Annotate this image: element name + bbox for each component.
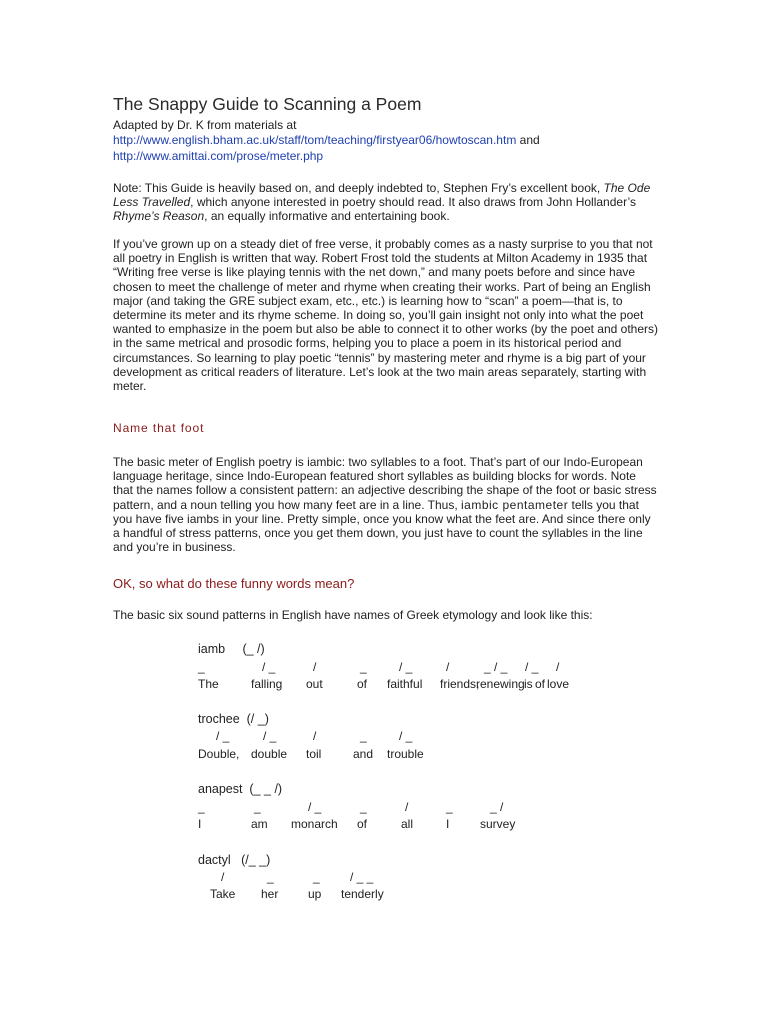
scanned-word: renewing xyxy=(476,677,525,691)
scanned-word: I xyxy=(446,817,450,831)
scanned-word: her xyxy=(261,887,279,901)
stress-mark: _ xyxy=(360,800,367,814)
stress-mark: / xyxy=(405,800,409,814)
stress-mark: _ xyxy=(360,660,367,674)
scanned-word: falling xyxy=(251,677,283,691)
stress-mark: _ xyxy=(446,800,453,814)
scanned-word: friends, xyxy=(440,677,480,691)
and-text: and xyxy=(516,133,540,147)
keyword-iambic-pentameter: iambic pentameter xyxy=(461,497,569,512)
scanned-word: monarch xyxy=(291,817,338,831)
scanned-word: out xyxy=(306,677,323,691)
stress-mark: / xyxy=(446,660,450,674)
scanned-word: Take xyxy=(210,887,236,901)
stress-mark: / xyxy=(221,870,225,884)
heading-name-that-foot: Name that foot xyxy=(113,421,205,435)
iambic-text-2: tells you that you have five iambs in your line. Pretty simple, once you know what the feet are. And since there only a handful of stress patterns, once you get them down, you just have to count the syllables in the line and you’re in business. xyxy=(113,497,651,555)
scanned-word: double xyxy=(251,747,288,761)
stress-mark: / _ xyxy=(399,729,413,743)
meter-name-iamb: iamb (_ /) xyxy=(198,642,265,656)
note-text-3: , an equally informative and entertaining book. xyxy=(204,209,450,224)
note-paragraph xyxy=(113,181,658,224)
meter-name-anapest: anapest (_ _ /) xyxy=(198,782,283,796)
book-title-rhyme: Rhyme’s Reason xyxy=(113,209,205,224)
scanned-word: tenderly xyxy=(341,887,384,901)
source-links-line-2 xyxy=(113,149,323,163)
stress-mark: / _ xyxy=(399,660,413,674)
scanned-word: all xyxy=(401,817,414,831)
stress-mark: _ xyxy=(198,800,205,814)
scanned-word: The xyxy=(198,677,219,691)
iambic-paragraph xyxy=(113,455,658,554)
scanned-word: of xyxy=(357,817,368,831)
stress-mark: _ xyxy=(267,870,274,884)
note-text-2: , which anyone interested in poetry should read. It also draws from John Hollander’s xyxy=(190,195,636,210)
intro-paragraph: If you’ve grown up on a steady diet of free verse, it probably comes as a nasty surprise to you that not all poetry in English is written that way. Robert Frost told the students at Milton Academy in 1935 that “Writing free verse is like playing tennis with the net down,” and many poets before and since have chosen to meet the challenge of meter and rhyme when creating their works. Part of being an English major (and taking the GRE subject exam, etc., etc.) is learning how to “scan” a poem—that is, to determine its meter and its rhyme scheme. In doing so, you’ll gain insight not only into what the poet wanted to emphasize in the poem but also be able to connect it to other works (by the poet and others) in the same metrical and prosodic forms, helping you to place a poem in its historical period and circumstances. So learning to play poetic “tennis” by mastering meter and rhyme is a big part of your development as critical readers of literature. Let’s look at the two main areas separately, starting with meter. xyxy=(113,237,658,394)
stress-mark: _ xyxy=(313,870,320,884)
stress-mark: / xyxy=(556,660,560,674)
iambic-text-1: The basic meter of English poetry is iambic: two syllables to a foot. That’s part of our Indo-European language heritage, since Indo-European featured short syllables as building blocks for words. Note that the names follow a consistent pattern: an adjective describing the shape of the foot or basic stress pattern, and a noun telling you how many feet are in a line. Thus, xyxy=(113,455,657,512)
stress-mark: _ xyxy=(254,800,261,814)
source-links-line xyxy=(113,133,540,147)
heading-funny-words: OK, so what do these funny words mean? xyxy=(113,576,355,591)
scanned-word: am xyxy=(251,817,268,831)
byline: Adapted by Dr. K from materials at xyxy=(113,118,297,132)
stress-mark: _ xyxy=(198,660,205,674)
scanned-word: I xyxy=(198,817,202,831)
source-link-amittai[interactable]: http://www.amittai.com/prose/meter.php xyxy=(113,149,324,163)
scanned-word: survey xyxy=(480,817,516,831)
stress-mark: / _ xyxy=(263,729,277,743)
page-title: The Snappy Guide to Scanning a Poem xyxy=(113,94,422,114)
scanned-word: Double, xyxy=(198,747,240,761)
scanned-word: up xyxy=(308,887,322,901)
stress-mark: / _ _ xyxy=(350,870,374,884)
scanned-word: trouble xyxy=(387,747,424,761)
meter-name-trochee: trochee (/ _) xyxy=(198,712,269,726)
stress-mark: / xyxy=(313,660,317,674)
scanned-word: of xyxy=(535,677,546,691)
scanned-word: love xyxy=(547,677,570,691)
scanned-word: toil xyxy=(306,747,322,761)
scanned-word: is xyxy=(524,677,533,691)
book-title-ode: The Ode Less Travelled xyxy=(113,181,651,210)
scanned-word: faithful xyxy=(387,677,423,691)
stress-mark: / _ xyxy=(308,800,322,814)
meter-name-dactyl: dactyl (/_ _) xyxy=(198,853,271,867)
source-link-bham[interactable]: http://www.english.bham.ac.uk/staff/tom/teaching/firstyear06/howtoscan.htm xyxy=(113,133,517,147)
scanned-word: and xyxy=(353,747,374,761)
patterns-intro: The basic six sound patterns in English have names of Greek etymology and look like this: xyxy=(113,608,593,622)
stress-mark: / _ xyxy=(216,729,230,743)
stress-mark: / _ xyxy=(262,660,276,674)
stress-mark: / _ xyxy=(525,660,539,674)
stress-mark: / xyxy=(313,729,317,743)
stress-mark: _ / _ xyxy=(484,660,508,674)
note-text-1: Note: This Guide is heavily based on, and deeply indebted to, Stephen Fry’s excellent book, xyxy=(113,181,601,195)
stress-mark: _ xyxy=(360,729,367,743)
stress-mark: _ / xyxy=(490,800,504,814)
scanned-word: of xyxy=(357,677,368,691)
